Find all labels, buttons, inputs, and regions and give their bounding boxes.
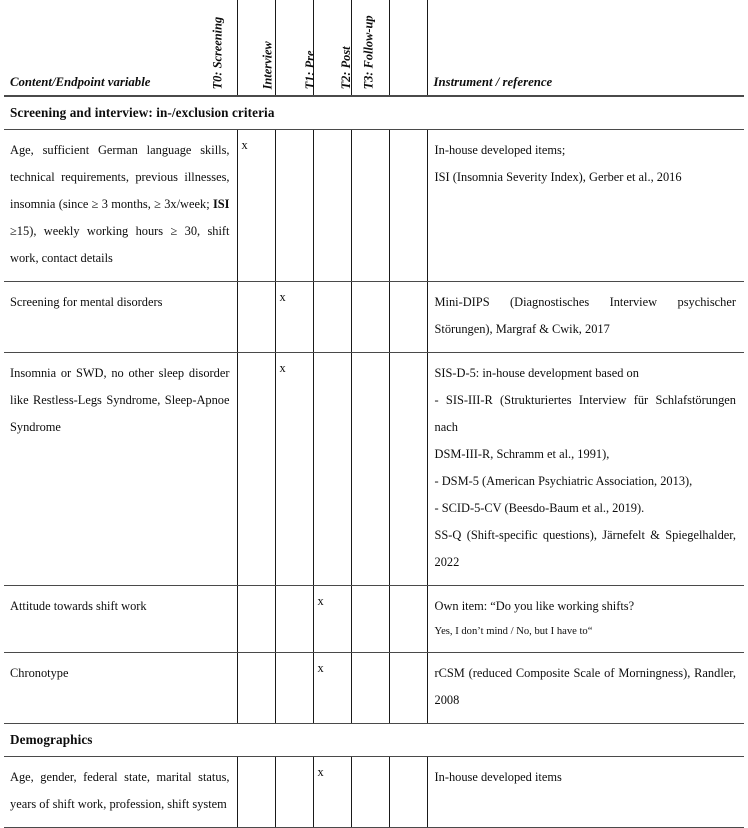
cell-interview (275, 652, 313, 723)
table-row (4, 130, 744, 282)
variable-text-bold: ISI (212, 197, 230, 212)
section-heading-screening: Screening and interview: in-/exclusion criteria (4, 96, 744, 130)
table-row (4, 282, 744, 353)
instrument-line: SIS-D-5: in-house development based on (434, 366, 639, 381)
column-header-t2-label: T2: Post (339, 45, 354, 89)
instrument-line: SS-Q (Shift-specific questions), Järnefelt & Spiegelhalder, 2022 (434, 528, 736, 570)
cell-variable: Age, gender, federal state, marital status, years of shift work, profession, shift system (4, 756, 237, 827)
column-header-t3 (361, 0, 427, 96)
cell-t1: x (313, 652, 351, 723)
cell-variable: Insomnia or SWD, no other sleep disorder like Restless-Legs Syndrome, Sleep-Apnoe Syndrome (4, 353, 237, 586)
cell-variable: Attitude towards shift work (4, 586, 237, 652)
variable-text-part2: ≥15), weekly working hours ≥ 30, shift work, contact details (10, 224, 230, 266)
study-schedule-table (4, 0, 744, 828)
cell-instrument: Mini-DIPS (Diagnostisches Interview psychischer Störungen), Margraf & Cwik, 2017 (427, 282, 744, 353)
cell-t0 (237, 652, 275, 723)
cell-t2 (351, 652, 389, 723)
instrument-line: In-house developed items; (434, 143, 566, 157)
section-heading-row-screening (4, 96, 744, 130)
cell-instrument (427, 353, 744, 586)
section-heading-row-demographics (4, 723, 744, 756)
instrument-line: Own item: “Do you like working shifts? (434, 599, 635, 614)
cell-t0 (237, 353, 275, 586)
cell-instrument: In-house developed items (427, 756, 744, 827)
cell-variable: Screening for mental disorders (4, 282, 237, 353)
cell-t1: x (313, 586, 351, 652)
table-row (4, 586, 744, 652)
cell-interview (275, 130, 313, 282)
cell-variable (4, 130, 237, 282)
cell-interview: x (275, 353, 313, 586)
instrument-line: - DSM-5 (American Psychiatric Association, 2013), (434, 474, 693, 489)
cell-t2 (351, 353, 389, 586)
variable-text-part1: Age, sufficient German language skills, technical requirements, previous illnesses, insomnia (since ≥ 3 months, ≥ 3x/week; (10, 143, 230, 212)
table-row (4, 353, 744, 586)
cell-t1 (313, 353, 351, 586)
cell-t2 (351, 586, 389, 652)
column-header-variable-label: Content/Endpoint variable (10, 75, 151, 89)
column-header-t1-label: T1: Pre (303, 50, 318, 89)
instrument-line: - SCID-5-CV (Beesdo-Baum et al., 2019). (434, 501, 645, 516)
column-header-instrument-label: Instrument / reference (433, 75, 553, 89)
cell-interview (275, 586, 313, 652)
column-header-t0-label: T0: Screening (210, 16, 225, 89)
table-row (4, 756, 744, 827)
cell-t0 (237, 586, 275, 652)
column-header-t3-label: T3: Follow-up (361, 14, 376, 89)
cell-t3 (389, 282, 427, 353)
cell-t1 (313, 282, 351, 353)
cell-instrument: rCSM (reduced Composite Scale of Morningness), Randler, 2008 (427, 652, 744, 723)
cell-t0 (237, 282, 275, 353)
cell-t2 (351, 130, 389, 282)
instrument-answer-options: Yes, I don’t mind / No, but I have to“ (434, 625, 593, 637)
table-row (4, 652, 744, 723)
cell-t3 (389, 353, 427, 586)
cell-t0: x (237, 130, 275, 282)
section-heading-demographics: Demographics (4, 723, 744, 756)
cell-interview: x (275, 282, 313, 353)
rotated-label-box-t3 (361, 1, 427, 91)
instrument-line: ISI (Insomnia Severity Index), Gerber et al., 2016 (434, 170, 682, 185)
cell-t3 (389, 130, 427, 282)
column-header-variable (4, 0, 237, 96)
cell-interview (275, 756, 313, 827)
cell-t3 (389, 756, 427, 827)
instrument-line: - SIS-III-R (Strukturiertes Interview für Schlafstörungen nach (434, 393, 736, 435)
cell-t3 (389, 652, 427, 723)
cell-t2 (351, 756, 389, 827)
cell-t1 (313, 130, 351, 282)
cell-t1: x (313, 756, 351, 827)
cell-t2 (351, 282, 389, 353)
column-header-interview-label: Interview (260, 40, 275, 89)
cell-t3 (389, 586, 427, 652)
column-header-instrument (427, 0, 744, 96)
cell-instrument (427, 586, 744, 652)
cell-instrument (427, 130, 744, 282)
cell-t0 (237, 756, 275, 827)
instrument-line: DSM-III-R, Schramm et al., 1991), (434, 447, 610, 462)
table-header-row (4, 0, 744, 96)
cell-variable: Chronotype (4, 652, 237, 723)
